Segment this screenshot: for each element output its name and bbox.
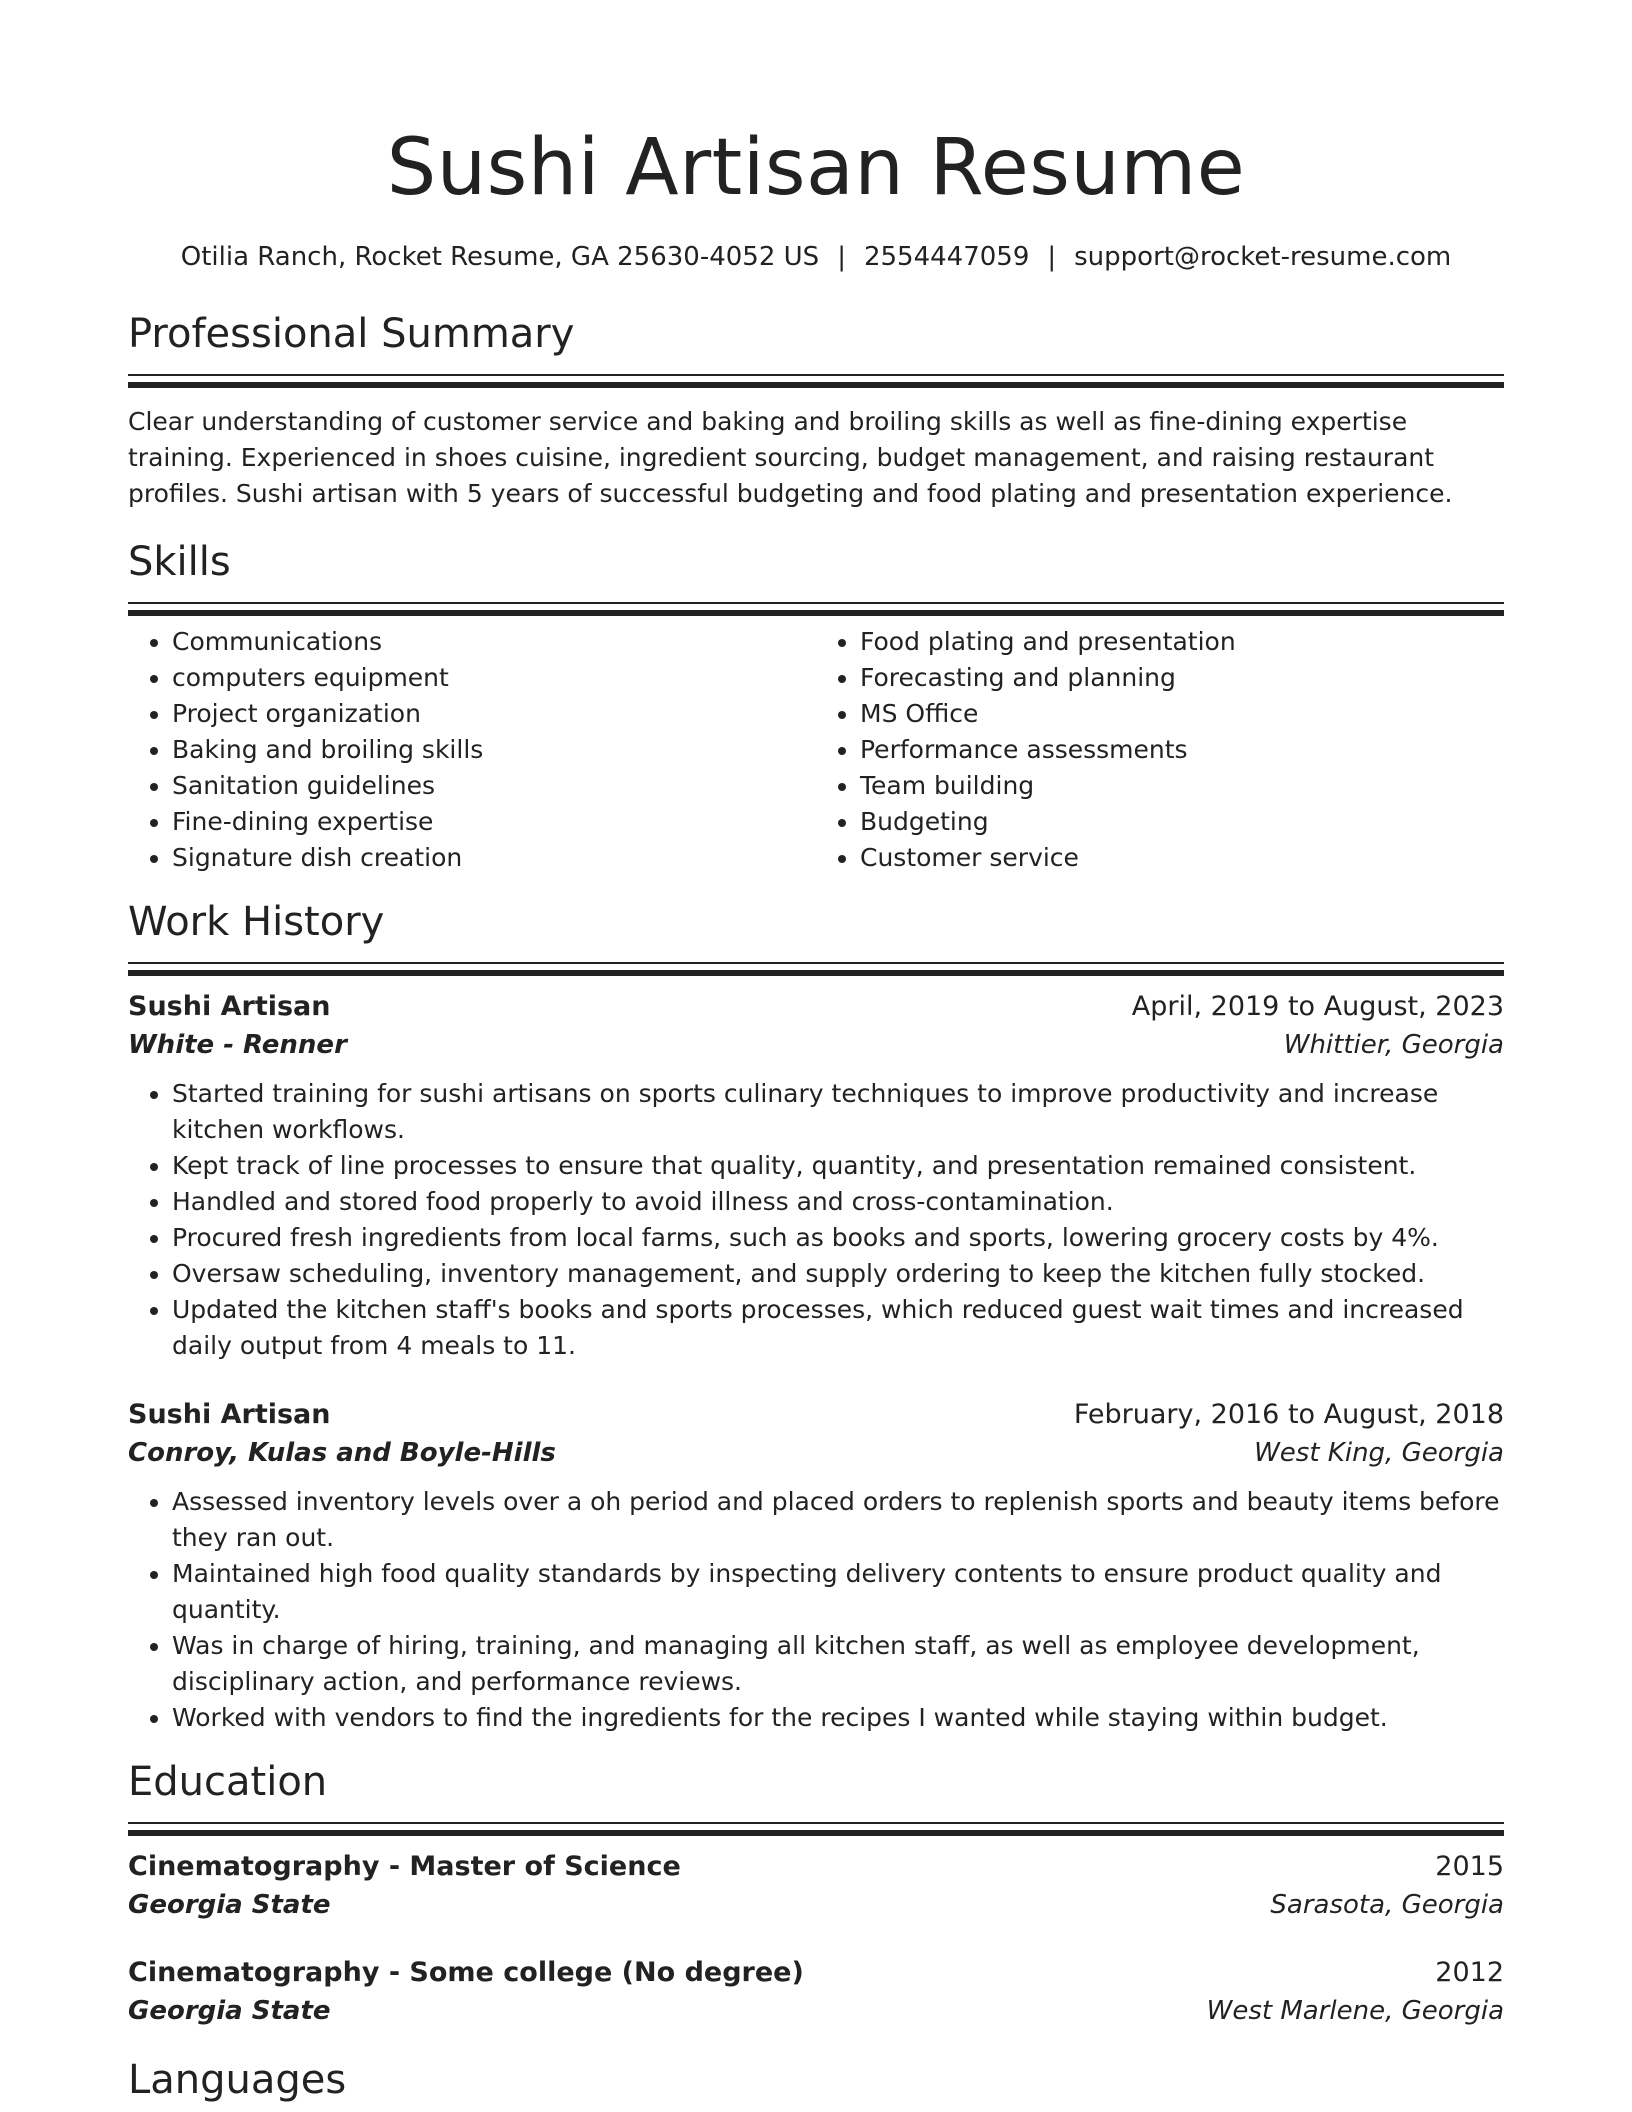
skill-item: • Fine-dining expertise bbox=[172, 804, 816, 840]
skill-item: • MS Office bbox=[860, 696, 1504, 732]
education-school: Georgia State bbox=[128, 1890, 331, 1920]
contact-address: Otilia Ranch, Rocket Resume, GA 25630-4052 US bbox=[180, 242, 820, 272]
skill-item: • Project organization bbox=[172, 696, 816, 732]
education-entry bbox=[128, 1848, 1504, 1924]
job-location: West King, Georgia bbox=[1254, 1438, 1504, 1468]
education-entry bbox=[128, 1954, 1504, 2030]
skill-item: • Budgeting bbox=[860, 804, 1504, 840]
skills-list-left bbox=[128, 624, 816, 876]
skill-item: • Communications bbox=[172, 624, 816, 660]
education-degree: Cinematography - Master of Science bbox=[128, 1851, 681, 1882]
summary-text: Clear understanding of customer service and baking and broiling skills as well as fine-dining expertise training. Experienced in shoes cuisine, ingredient sourcing, budget management, and raising restaurant profiles. Sushi artisan with 5 years of successful budgeting and food plating and presentation experience. bbox=[128, 407, 1453, 508]
skills-section bbox=[128, 538, 1504, 876]
job-bullet: • Updated the kitchen staff's books and sports processes, which reduced guest wait times and increased daily output from 4 meals to 11. bbox=[172, 1292, 1504, 1364]
section-title-work-history: Work History bbox=[128, 899, 385, 945]
job-bullet: • Started training for sushi artisans on sports culinary techniques to improve productivity and increase kitchen workflows. bbox=[172, 1076, 1504, 1148]
job-bullet: • Oversaw scheduling, inventory management, and supply ordering to keep the kitchen fully stocked. bbox=[172, 1256, 1504, 1292]
skill-item: • Signature dish creation bbox=[172, 840, 816, 876]
section-title-summary: Professional Summary bbox=[128, 311, 575, 357]
education-year: 2012 bbox=[1435, 1957, 1504, 1988]
section-title-skills: Skills bbox=[128, 539, 231, 585]
resume-title: Sushi Artisan Resume bbox=[386, 123, 1246, 213]
job-bullet: • Maintained high food quality standards by inspecting delivery contents to ensure product quality and quantity. bbox=[172, 1556, 1504, 1628]
summary-section bbox=[128, 310, 1504, 512]
skill-item: • Food plating and presentation bbox=[860, 624, 1504, 660]
education-subheader bbox=[128, 1886, 1504, 1924]
job-header bbox=[128, 988, 1504, 1026]
job-dates: April, 2019 to August, 2023 bbox=[1131, 991, 1504, 1022]
section-title-education: Education bbox=[128, 1759, 328, 1805]
work-history-section bbox=[128, 898, 1504, 1736]
skills-columns bbox=[128, 624, 1504, 876]
education-section bbox=[128, 1758, 1504, 2030]
job-subheader bbox=[128, 1434, 1504, 1472]
job-entry bbox=[128, 988, 1504, 1364]
job-subheader bbox=[128, 1026, 1504, 1064]
job-bullet: • Kept track of line processes to ensure that quality, quantity, and presentation remained consistent. bbox=[172, 1148, 1504, 1184]
job-bullet: • Procured fresh ingredients from local farms, such as books and sports, lowering grocery costs by 4%. bbox=[172, 1220, 1504, 1256]
languages-section bbox=[128, 2056, 1504, 2104]
education-location: West Marlene, Georgia bbox=[1206, 1996, 1504, 2026]
contact-separator: | bbox=[837, 242, 846, 272]
section-divider bbox=[128, 602, 1504, 610]
skill-item: • Performance assessments bbox=[860, 732, 1504, 768]
job-dates: February, 2016 to August, 2018 bbox=[1073, 1399, 1504, 1430]
job-title: Sushi Artisan bbox=[128, 991, 331, 1022]
job-location: Whittier, Georgia bbox=[1283, 1030, 1504, 1060]
job-header bbox=[128, 1396, 1504, 1434]
job-entry bbox=[128, 1396, 1504, 1736]
education-degree: Cinematography - Some college (No degree) bbox=[128, 1957, 804, 1988]
section-divider bbox=[128, 962, 1504, 970]
section-divider bbox=[128, 374, 1504, 382]
job-company: Conroy, Kulas and Boyle-Hills bbox=[128, 1438, 556, 1468]
education-school: Georgia State bbox=[128, 1996, 331, 2026]
skill-item: • Forecasting and planning bbox=[860, 660, 1504, 696]
education-year: 2015 bbox=[1435, 1851, 1504, 1882]
skill-item: • Customer service bbox=[860, 840, 1504, 876]
job-bullet: • Assessed inventory levels over a oh period and placed orders to replenish sports and beauty items before they ran out. bbox=[172, 1484, 1504, 1556]
contact-phone: 2554447059 bbox=[863, 242, 1030, 272]
skill-item: • Sanitation guidelines bbox=[172, 768, 816, 804]
job-company: White - Renner bbox=[128, 1030, 347, 1060]
skills-list-right bbox=[816, 624, 1504, 876]
job-bullet: • Worked with vendors to find the ingredients for the recipes I wanted while staying within budget. bbox=[172, 1700, 1504, 1736]
section-title-languages: Languages bbox=[128, 2057, 347, 2103]
section-divider bbox=[128, 1822, 1504, 1830]
job-bullet: • Was in charge of hiring, training, and managing all kitchen staff, as well as employee development, disciplinary action, and performance reviews. bbox=[172, 1628, 1504, 1700]
job-bullet: • Handled and stored food properly to avoid illness and cross-contamination. bbox=[172, 1184, 1504, 1220]
job-bullets bbox=[128, 1484, 1504, 1736]
contact-email[interactable]: support@rocket-resume.com bbox=[1074, 242, 1452, 272]
job-bullets bbox=[128, 1076, 1504, 1364]
education-location: Sarasota, Georgia bbox=[1270, 1890, 1504, 1920]
education-subheader bbox=[128, 1992, 1504, 2030]
contact-line bbox=[128, 240, 1504, 274]
education-header bbox=[128, 1954, 1504, 1992]
contact-separator: | bbox=[1047, 242, 1057, 272]
skill-item: • Baking and broiling skills bbox=[172, 732, 816, 768]
education-header bbox=[128, 1848, 1504, 1886]
skill-item: • computers equipment bbox=[172, 660, 816, 696]
job-title: Sushi Artisan bbox=[128, 1399, 331, 1430]
skill-item: • Team building bbox=[860, 768, 1504, 804]
